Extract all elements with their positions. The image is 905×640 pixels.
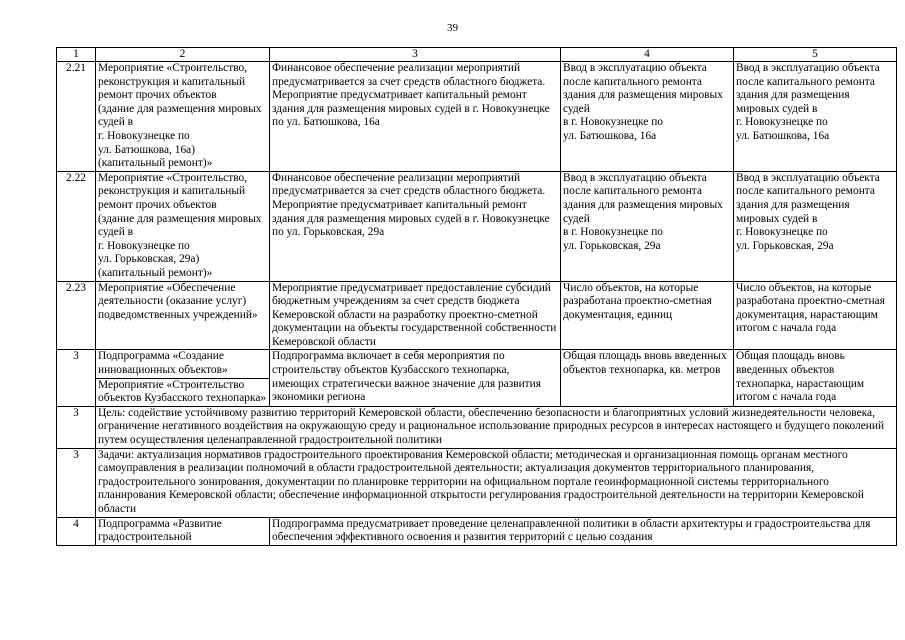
row-description: Подпрограмма включает в себя мероприятия по строительству объектов Кузбасского технопарка, имеющих стратегически важное значение для развития экономики региона <box>270 350 561 406</box>
header-cell: 1 <box>57 48 96 62</box>
row-method: Число объектов, на которые разработана проектно-сметная документация, нарастающим итогом с начала года <box>734 281 897 350</box>
row-indicator: Ввод в эксплуатацию объекта после капитального ремонта здания для размещения мировых судей в г. Новокузнецке по ул. Батюшкова, 16а <box>561 62 734 172</box>
page-number: 39 <box>447 22 458 34</box>
table-row <box>57 62 897 172</box>
goal-text: Цель: содействие устойчивому развитию территорий Кемеровской области, обеспечению безопасности и благоприятных условий жизнедеятельности человека, ограничение негативного воздействия на окружающую среду и рациональное использование природных ресурсов в интересах настоящего и будущего поколений путем осуществления целенаправленной градостроительной политики <box>96 406 897 448</box>
table-row <box>57 171 897 281</box>
row-number: 2.21 <box>57 62 96 172</box>
table-row <box>57 406 897 448</box>
table-row <box>57 350 897 378</box>
row-number: 3 <box>57 448 96 517</box>
row-indicator: Число объектов, на которые разработана проектно-сметная документация, единиц <box>561 281 734 350</box>
row-description: Финансовое обеспечение реализации мероприятий предусматривается за счет средств областного бюджета. Мероприятие предусматривает капитальный ремонт здания для размещения мировых судей в г. Новокузнецке по ул. Горьковская, 29а <box>270 171 561 281</box>
row-method: Ввод в эксплуатацию объекта после капитального ремонта здания для размещения мировых судей в г. Новокузнецке по ул. Батюшкова, 16а <box>734 62 897 172</box>
row-number: 2.22 <box>57 171 96 281</box>
table-row <box>57 448 897 517</box>
header-cell: 2 <box>96 48 270 62</box>
row-number: 2.23 <box>57 281 96 350</box>
subprogram-name: Подпрограмма «Развитие градостроительной <box>96 517 270 545</box>
row-name: Мероприятие «Строительство, реконструкция и капитальный ремонт прочих объектов (здание для размещения мировых судей в г. Новокузнецке по ул. Горьковская, 29а) (капитальный ремонт)» <box>96 171 270 281</box>
row-method: Общая площадь вновь введенных объектов технопарка, нарастающим итогом с начала года <box>734 350 897 406</box>
tasks-text: Задачи: актуализация нормативов градостроительного проектирования Кемеровской области; методическая и организационная помощь органам местного самоуправления в реализации полномочий в области градостроительной деятельности; актуализация документов территориального планирования, градостроительного зонирования, документации по планировке территории на официальном портале геоинформационной системы территориального планирования Кемеровской области; обеспечение информационной открытости регулирования градостроительной деятельности на территории Кемеровской области <box>96 448 897 517</box>
header-cell: 4 <box>561 48 734 62</box>
row-number: 4 <box>57 517 96 545</box>
subprogram-name: Подпрограмма «Создание инновационных объектов» <box>96 350 270 378</box>
table-row <box>57 517 897 545</box>
measure-name: Мероприятие «Строительство объектов Кузбасского технопарка» <box>96 378 270 406</box>
row-description: Подпрограмма предусматривает проведение целенаправленной политики в области архитектуры и градостроительства для обеспечения эффективного освоения и развития территорий с целью создания <box>270 517 897 545</box>
row-number: 3 <box>57 350 96 406</box>
header-cell: 5 <box>734 48 897 62</box>
row-description: Финансовое обеспечение реализации мероприятий предусматривается за счет средств областного бюджета. Мероприятие предусматривает капитальный ремонт здания для размещения мировых судей в г. Новокузнецке по ул. Батюшкова, 16а <box>270 62 561 172</box>
table-header-row <box>57 48 897 62</box>
row-description: Мероприятие предусматривает предоставление субсидий бюджетным учреждениям за счет средств бюджета Кемеровской области на разработку проектно-сметной документации на объекты государственной собственности Кемеровской области <box>270 281 561 350</box>
indicators-table <box>56 47 897 546</box>
row-method: Ввод в эксплуатацию объекта после капитального ремонта здания для размещения мировых судей в г. Новокузнецке по ул. Горьковская, 29а <box>734 171 897 281</box>
row-indicator: Общая площадь вновь введенных объектов технопарка, кв. метров <box>561 350 734 406</box>
row-name: Мероприятие «Строительство, реконструкция и капитальный ремонт прочих объектов (здание для размещения мировых судей в г. Новокузнецке по ул. Батюшкова, 16а) (капитальный ремонт)» <box>96 62 270 172</box>
table-row <box>57 281 897 350</box>
header-cell: 3 <box>270 48 561 62</box>
row-number: 3 <box>57 406 96 448</box>
row-indicator: Ввод в эксплуатацию объекта после капитального ремонта здания для размещения мировых судей в г. Новокузнецке по ул. Горьковская, 29а <box>561 171 734 281</box>
row-name: Мероприятие «Обеспечение деятельности (оказание услуг) подведомственных учреждений» <box>96 281 270 350</box>
